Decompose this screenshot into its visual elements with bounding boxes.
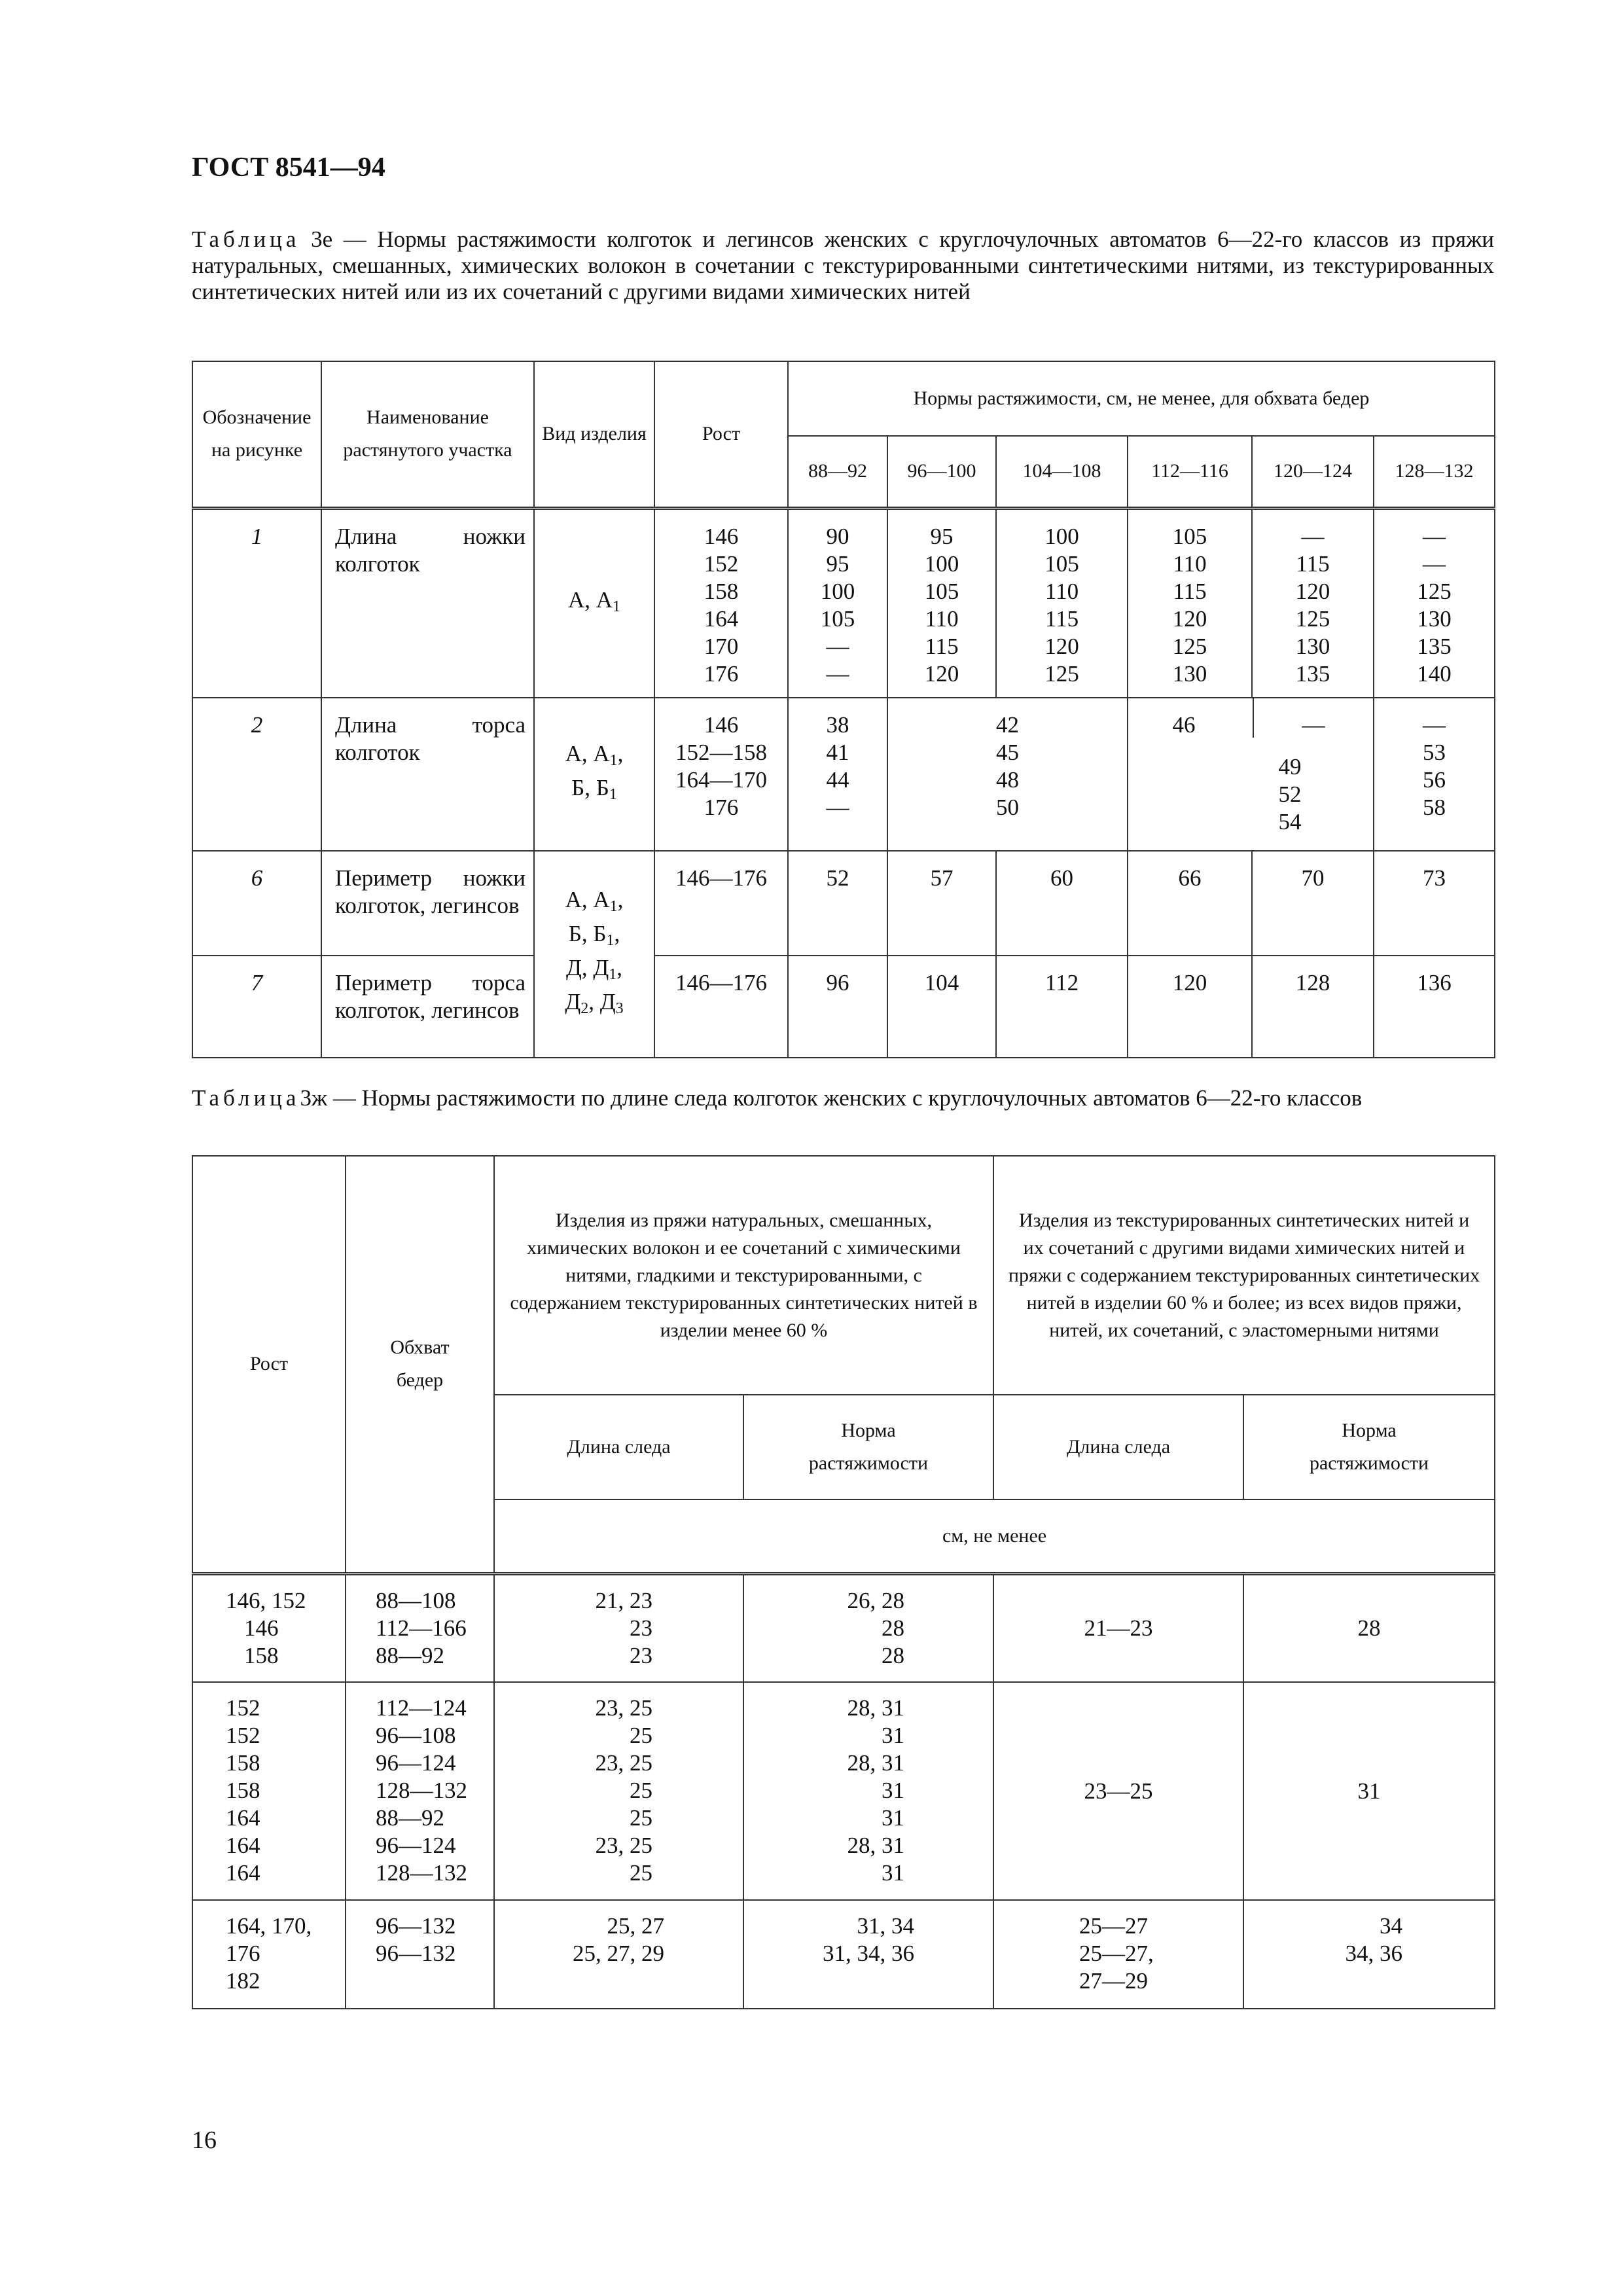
row-name: Периметр торса колготок, легинсов [321, 956, 534, 1058]
row-mark: 1 [192, 508, 321, 698]
page-number: 16 [192, 2126, 217, 2154]
document-header: ГОСТ 8541—94 [192, 152, 385, 183]
table-3zh-caption [192, 1085, 1494, 1111]
table-row [192, 508, 1495, 698]
cell-hip-girth: 88—108 112—166 88—92 [346, 1573, 494, 1682]
row-values-merged: 42 45 48 50 [887, 698, 1128, 851]
header-height: Рост [192, 1156, 346, 1573]
row-kind: А, $А_1$, Б, $Б_1$ [534, 698, 654, 851]
cell-norm-1: 31, 34 31, 34, 36 [743, 1900, 993, 2009]
table-row [192, 851, 1495, 956]
row-value: 57 [887, 851, 996, 956]
row-heights: 146—176 [654, 956, 788, 1058]
row-value: 96 [788, 956, 887, 1058]
header-range: 88—92 [788, 436, 887, 508]
caption-text: 3е — Нормы растяжимости колготок и легинсов женских с круглочулочных автоматов 6—22-го классов из пряжи натуральных, смешанных, химических волокон в сочетании с текстурированными синтетическими нитями, из текстурированных синтетических нитей или из их сочетаний с другими видами химических нитей [192, 226, 1494, 304]
row-heights: 146 152—158 164—170 176 [654, 698, 788, 851]
header-length: Длина следа [494, 1395, 743, 1499]
cell-hip-girth: 112—124 96—108 96—124 128—132 88—92 96—124 128—132 [346, 1682, 494, 1900]
table-row [192, 956, 1495, 1058]
row-value: 70 [1252, 851, 1374, 956]
row-values: 90 95 100 105 — — [788, 508, 887, 698]
row-value: 60 [996, 851, 1128, 956]
cell-norm-1: 28, 31 31 28, 31 31 31 28, 31 31 [743, 1682, 993, 1900]
cell-norm-1: 26, 28 28 28 [743, 1573, 993, 1682]
table-3zh [192, 1155, 1495, 2009]
row-value: 128 [1252, 956, 1374, 1058]
header-length: Длина следа [993, 1395, 1243, 1499]
row-values: 100 105 110 115 120 125 [996, 508, 1128, 698]
row-values: — 115 120 125 130 135 [1252, 508, 1374, 698]
caption-label: Таблица [192, 1085, 300, 1111]
row-values: — — 125 130 135 140 [1374, 508, 1495, 698]
caption-text: 3ж — Нормы растяжимости по длине следа колготок женских с круглочулочных автоматов 6—22-го классов [300, 1085, 1363, 1111]
table-row [192, 1682, 1495, 1900]
row-value: 136 [1374, 956, 1495, 1058]
table-row [192, 1573, 1495, 1682]
row-value: 73 [1374, 851, 1495, 956]
row-mark: 2 [192, 698, 321, 851]
table-3e-caption [192, 226, 1494, 305]
cell-length-2: 25—27 25—27, 27—29 [993, 1900, 1243, 2009]
cell-height: 164, 170, 176 182 [192, 1900, 346, 2009]
header-range: 104—108 [996, 436, 1128, 508]
header-norm: Норма растяжимости [743, 1395, 993, 1499]
header-hip-girth: Обхват бедер [346, 1156, 494, 1573]
cell-norm-2: 34 34, 36 [1243, 1900, 1495, 2009]
cell-norm-2: 31 [1243, 1682, 1495, 1900]
row-values: 95 100 105 110 115 120 [887, 508, 996, 698]
cell-norm-2: 28 [1243, 1573, 1495, 1682]
header-norms: Нормы растяжимости, см, не менее, для обхвата бедер [788, 361, 1495, 436]
header-units: см, не менее [494, 1499, 1495, 1573]
table-3e [192, 361, 1495, 1058]
cell-height: 146, 152 146 158 [192, 1573, 346, 1682]
row-name: Периметр ножки колготок, легинсов [321, 851, 534, 956]
row-mark: 6 [192, 851, 321, 956]
row-name: Длина ножки колготок [321, 508, 534, 698]
cell-length-1: 25, 27 25, 27, 29 [494, 1900, 743, 2009]
row-heights: 146—176 [654, 851, 788, 956]
row-value: 52 [788, 851, 887, 956]
table-row [192, 698, 1495, 851]
header-range: 112—116 [1128, 436, 1252, 508]
row-name: Длина торса колготок [321, 698, 534, 851]
row-heights: 146 152 158 164 170 176 [654, 508, 788, 698]
cell-height: 152 152 158 158 164 164 164 [192, 1682, 346, 1900]
header-norm: Норма растяжимости [1243, 1395, 1495, 1499]
header-range: 96—100 [887, 436, 996, 508]
row-value: 120 [1128, 956, 1252, 1058]
row-values-merged: 46 49 52 54 — [1128, 698, 1374, 851]
row-kind: А, $А_1$ [534, 508, 654, 698]
cell-length-1: 23, 25 25 23, 25 25 25 23, 25 25 [494, 1682, 743, 1900]
header-group-2: Изделия из текстурированных синтетических нитей и их сочетаний с другими видами химических нитей и пряжи с содержанием текстурированных синтетических нитей в изделии 60 % и более; из всех видов пряжи, нитей, их сочетаний, с эластомерными нитями [993, 1156, 1495, 1395]
header-section-name: Наименование растянутого участка [321, 361, 534, 508]
row-mark: 7 [192, 956, 321, 1058]
header-range: 128—132 [1374, 436, 1495, 508]
row-kind: А, $А_1$, Б, $Б_1$, Д, $Д_1$, $Д_2$, $Д_3$ [534, 851, 654, 1058]
row-values: — 53 56 58 [1374, 698, 1495, 851]
header-range: 120—124 [1252, 436, 1374, 508]
cell-length-2: 23—25 [993, 1682, 1243, 1900]
header-designation: Обозначение на рисунке [192, 361, 321, 508]
table-row [192, 1900, 1495, 2009]
caption-label: Таблица [192, 226, 300, 252]
row-value: 112 [996, 956, 1128, 1058]
row-value: 66 [1128, 851, 1252, 956]
row-values: 38 41 44 — [788, 698, 887, 851]
row-values: 105 110 115 120 125 130 [1128, 508, 1252, 698]
header-product-kind: Вид изделия [534, 361, 654, 508]
cell-length-2: 21—23 [993, 1573, 1243, 1682]
header-height: Рост [654, 361, 788, 508]
row-value: 104 [887, 956, 996, 1058]
cell-hip-girth: 96—132 96—132 [346, 1900, 494, 2009]
header-group-1: Изделия из пряжи натуральных, смешанных, химических волокон и ее сочетаний с химическими нитями, гладкими и текстурированными, с содержанием текстурированных синтетических нитей в изделии менее 60 % [494, 1156, 993, 1395]
cell-length-1: 21, 23 23 23 [494, 1573, 743, 1682]
